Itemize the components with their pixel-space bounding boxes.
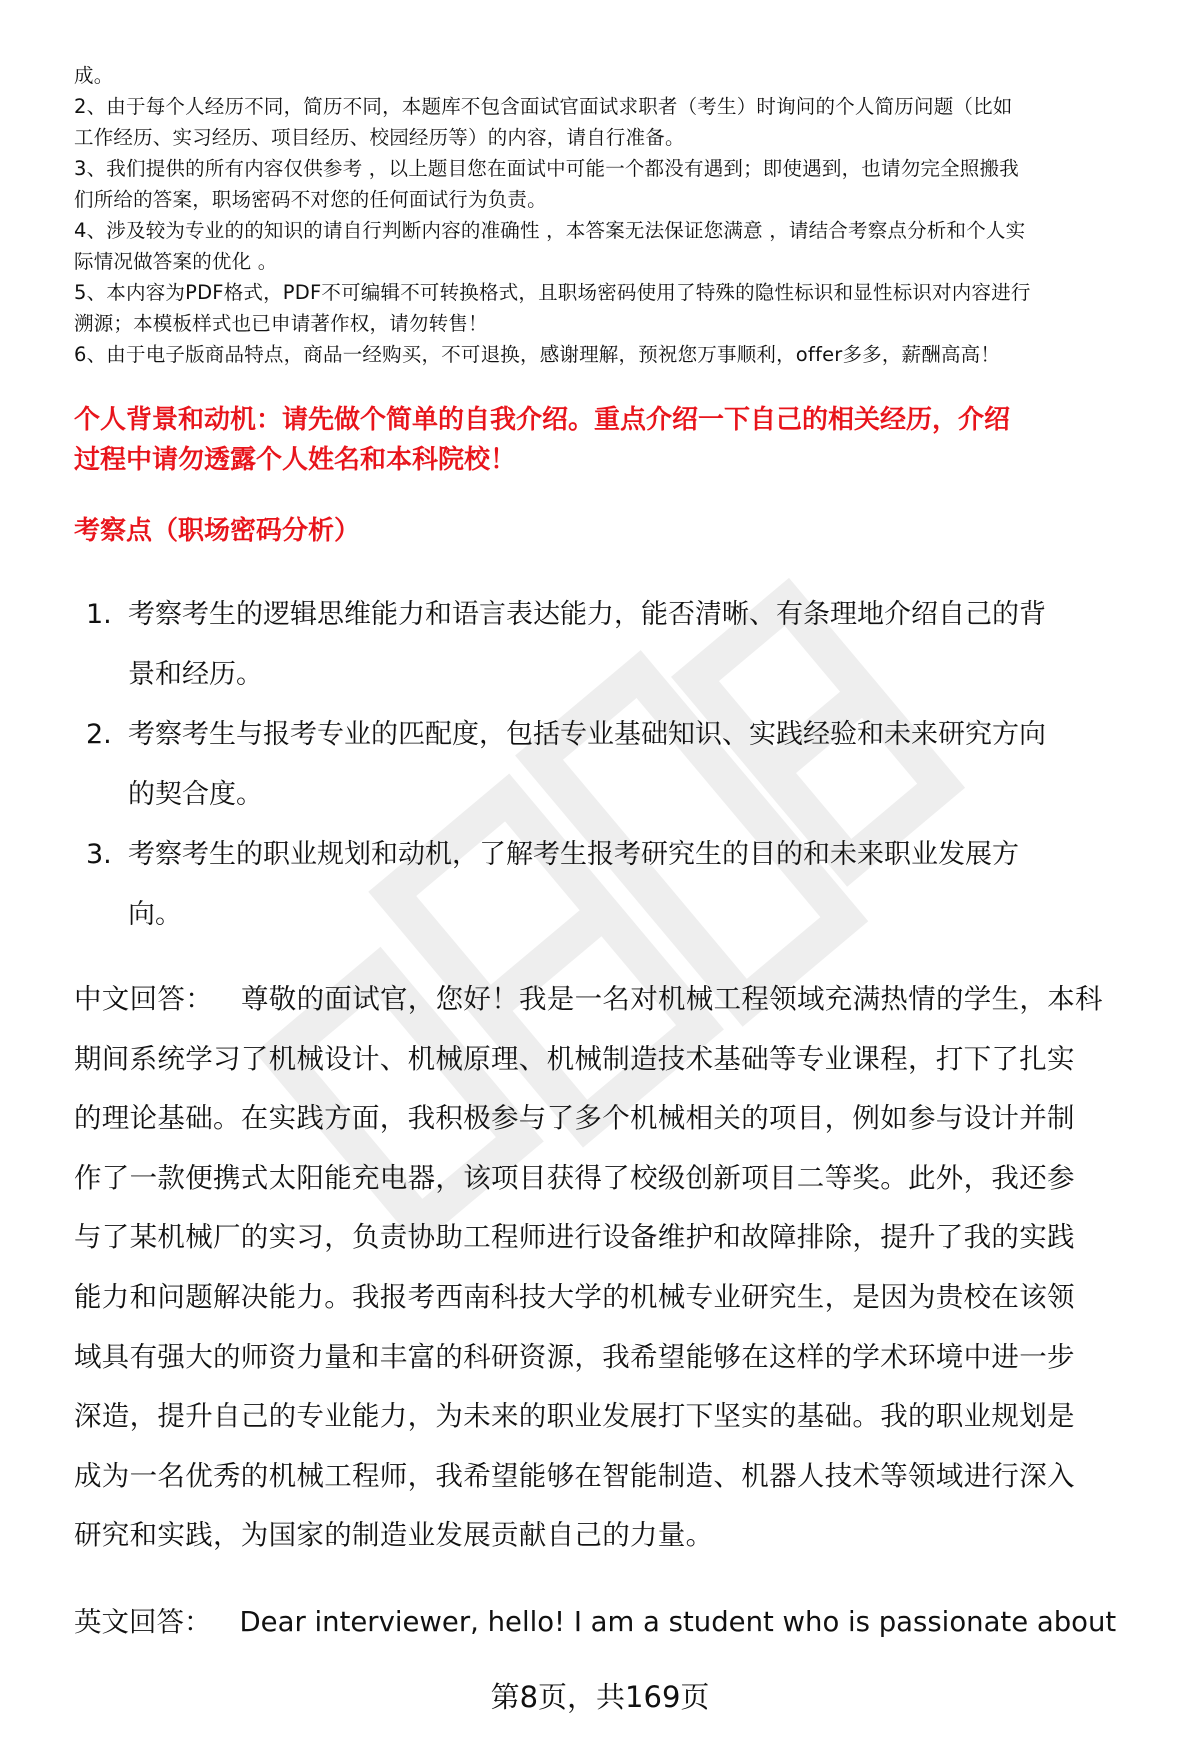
answer-chinese-label: 中文回答： <box>74 983 213 1015</box>
key-points-list <box>86 585 1166 945</box>
list-item <box>86 705 1166 825</box>
note-line: 工作经历、实习经历、项目经历、校园经历等）的内容，请自行准备。 <box>74 126 685 149</box>
answer-text: Dear interviewer, hello! I am a student who is passionate about <box>239 1606 1117 1638</box>
note-line: 6、由于电子版商品特点，商品一经购买，不可退换，感谢理解，预祝您万事顺利，offer多多，薪酬高高！ <box>74 343 1001 366</box>
answer-line <box>74 1597 1174 1647</box>
question-title <box>74 400 1154 480</box>
answer-english <box>74 1597 1174 1647</box>
list-item <box>86 825 1166 945</box>
list-item-number: 1. <box>86 599 112 630</box>
page-number: 第8页，共169页 <box>490 1680 710 1714</box>
question-title-line: 个人背景和动机：请先做个简单的自我介绍。重点介绍一下自己的相关经历，介绍 <box>74 405 1011 435</box>
answer-line: 期间系统学习了机械设计、机械原理、机械制造技术基础等专业课程，打下了扎实 <box>74 1042 1075 1075</box>
answer-english-label: 英文回答： <box>74 1606 212 1638</box>
list-item-text: 考察考生的职业规划和动机，了解考生报考研究生的目的和未来职业发展方 <box>128 839 1019 870</box>
notes-section <box>74 60 1164 370</box>
answer-line: 能力和问题解决能力。我报考西南科技大学的机械专业研究生，是因为贵校在该领 <box>74 1280 1075 1313</box>
list-item-text: 景和经历。 <box>128 659 263 690</box>
note-line: 2、由于每个人经历不同，简历不同，本题库不包含面试官面试求职者（考生）时询问的个人简历问题（比如 <box>74 95 1013 118</box>
list-item-text: 考察考生与报考专业的匹配度，包括专业基础知识、实践经验和未来研究方向 <box>128 719 1046 750</box>
answer-line: 与了某机械厂的实习，负责协助工程师进行设备维护和故障排除，提升了我的实践 <box>74 1221 1075 1254</box>
list-item <box>86 585 1166 705</box>
note-line: 成。 <box>74 64 114 87</box>
note-line: 4、涉及较为专业的的知识的请自行判断内容的准确性 ，本答案无法保证您满意 ，请结合考察点分析和个人实 <box>74 219 1026 242</box>
list-item-text: 考察考生的逻辑思维能力和语言表达能力，能否清晰、有条理地介绍自己的背 <box>128 599 1046 630</box>
answer-line: 研究和实践，为国家的制造业发展贡献自己的力量。 <box>74 1519 714 1552</box>
note-line: 5、本内容为PDF格式，PDF不可编辑不可转换格式，且职场密码使用了特殊的隐性标识和显性标识对内容进行 <box>74 281 1031 304</box>
list-item-text: 向。 <box>128 899 182 930</box>
answer-line <box>74 970 1164 1030</box>
note-line: 溯源；本模板样式也已申请著作权，请勿转售！ <box>74 312 488 335</box>
answer-line: 作了一款便携式太阳能充电器，该项目获得了校级创新项目二等奖。此外，我还参 <box>74 1161 1075 1194</box>
answer-line: 成为一名优秀的机械工程师，我希望能够在智能制造、机器人技术等领域进行深入 <box>74 1459 1075 1492</box>
answer-line: 深造，提升自己的专业能力，为未来的职业发展打下坚实的基础。我的职业规划是 <box>74 1400 1075 1433</box>
answer-line: 域具有强大的师资力量和丰富的科研资源，我希望能够在这样的学术环境中进一步 <box>74 1340 1075 1373</box>
note-line: 们所给的答案，职场密码不对您的任何面试行为负责。 <box>74 188 547 211</box>
answer-chinese <box>74 970 1164 1566</box>
note-line: 3、我们提供的所有内容仅供参考 ，以上题目您在面试中可能一个都没有遇到；即使遇到，也请勿完全照搬我 <box>74 157 1019 180</box>
note-line: 际情况做答案的优化 。 <box>74 250 278 273</box>
key-points-title: 考察点（职场密码分析） <box>74 516 361 546</box>
question-title-line: 过程中请勿透露个人姓名和本科院校！ <box>74 445 517 475</box>
answer-line: 的理论基础。在实践方面，我积极参与了多个机械相关的项目，例如参与设计并制 <box>74 1102 1075 1135</box>
list-item-number: 3. <box>86 839 112 870</box>
list-item-number: 2. <box>86 719 112 750</box>
list-item-text: 的契合度。 <box>128 779 263 810</box>
answer-text: 尊敬的面试官，您好！我是一名对机械工程领域充满热情的学生，本科 <box>241 983 1103 1015</box>
